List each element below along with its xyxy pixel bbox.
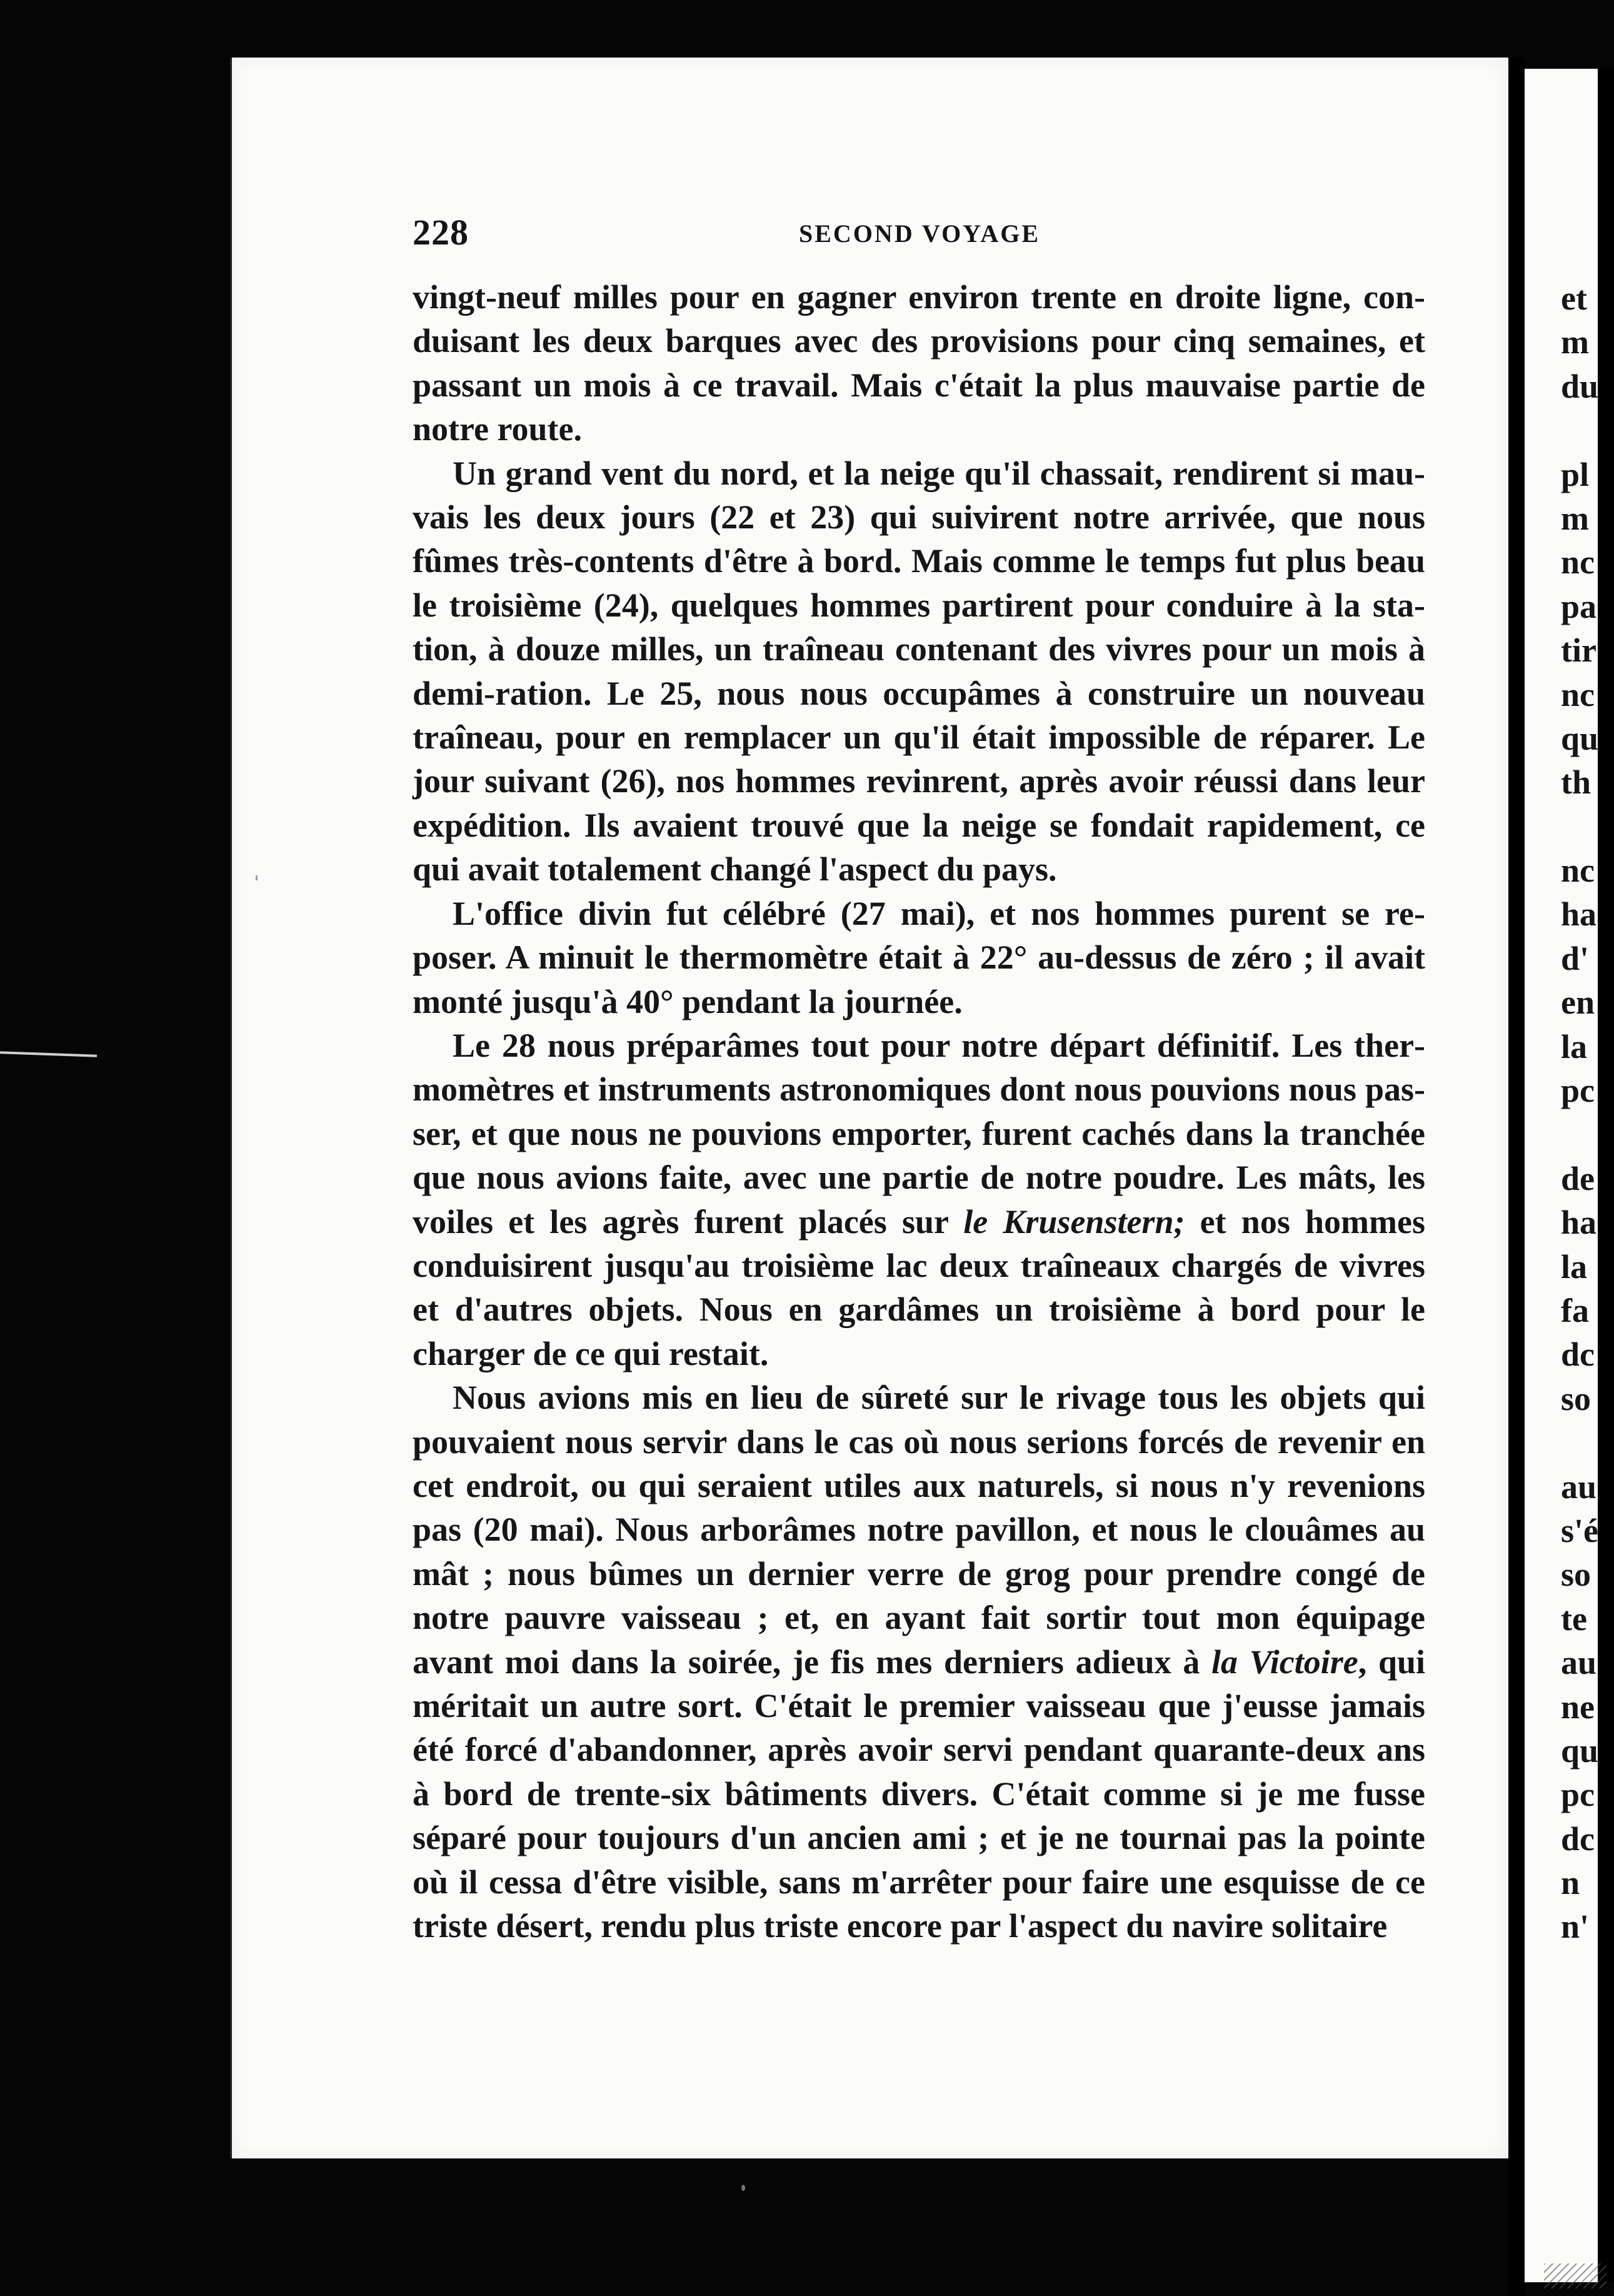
facing-page-fragment: pa <box>1561 587 1597 625</box>
facing-page-fragment: la <box>1561 1247 1588 1286</box>
facing-page-fragment: au <box>1561 1644 1597 1682</box>
facing-page-fragment: s'é <box>1561 1511 1598 1549</box>
facing-page-fragment: ha <box>1561 895 1597 934</box>
facing-page-fragment: nc <box>1561 543 1595 582</box>
facing-page-fragment: dc <box>1561 1820 1595 1858</box>
facing-page-fragment: qu <box>1561 719 1599 757</box>
facing-page-fragment: so <box>1561 1379 1591 1417</box>
page-number: 228 <box>413 212 469 253</box>
paragraph-1: vingt-neuf milles pour en gagner environ trente en droite ligne, conduisant les deux barques avec des provisions pour cinq semaines, et passant un mois à ce travail. Mais c'était la plus mauvaise partie de notre route. <box>413 278 1425 448</box>
scan-noise <box>1544 2263 1606 2288</box>
facing-page-fragment: la <box>1561 1027 1588 1065</box>
facing-page-fragment <box>1561 805 1614 848</box>
facing-page-fragment: so <box>1561 1556 1591 1594</box>
facing-page-fragment: m <box>1561 499 1589 537</box>
book-gutter <box>1508 58 1525 2296</box>
facing-page-fragment: nc <box>1561 852 1595 890</box>
facing-page-fragment <box>1561 1112 1614 1156</box>
facing-page-fragment: ne <box>1561 1688 1595 1726</box>
facing-page-text <box>1561 276 1614 1949</box>
facing-page-fragment: dc <box>1561 1336 1595 1374</box>
body-text <box>413 275 1425 1948</box>
facing-page-fragment: tir <box>1561 632 1596 670</box>
facing-page-fragment: ha <box>1561 1204 1597 1242</box>
facing-page-fragment: d' <box>1561 939 1590 977</box>
facing-page-fragment <box>1561 408 1614 452</box>
ship-name-krusenstern: le Krusenstern; <box>963 1202 1185 1241</box>
ship-name-victoire: la Victoire <box>1211 1643 1358 1681</box>
paragraph-4-text-b: et nos hommes conduisirent jusqu'au troisième lac deux traîneaux chargés de vivres et d'autres objets. Nous en gardâmes un troisième à bord pour le charger de ce qui restait. <box>413 1202 1426 1372</box>
facing-page-fragment: de <box>1561 1159 1595 1197</box>
paragraph-4-text-a: Le 28 nous préparâmes tout pour notre départ définitif. Les thermomètres et instruments astronomiques dont nous pouvions nous passer, et que nous ne pouvions emporter, furent cachés dans la tranchée que nous avions faite, avec une partie de notre poudre. Les mâts, les voiles et les agrès furent placés sur <box>413 1026 1425 1241</box>
paragraph-4 <box>413 1024 1425 1376</box>
facing-page-fragment: n' <box>1561 1908 1590 1946</box>
scan-speck <box>741 2185 745 2191</box>
facing-page-fragment: du <box>1561 367 1599 405</box>
facing-page-fragment: nc <box>1561 675 1595 713</box>
facing-page-fragment: et <box>1561 279 1587 317</box>
facing-page-fragment: n <box>1561 1864 1580 1902</box>
paragraph-3: L'office divin fut célébré (27 mai), et nos hommes purent se reposer. A minuit le thermomètre était à 22° au-dessus de zéro ; il avait monté jusqu'à 40° pendant la journée. <box>413 894 1425 1020</box>
paragraph-5-text-a: Nous avions mis en lieu de sûreté sur le rivage tous les objets qui pouvaient nous servir dans le cas où nous serions forcés de revenir en cet endroit, ou qui seraient utiles aux naturels, si nous n'y revenions pas (20 mai). Nous arborâmes notre pavillon, et nous le clouâmes au mât ; nous bûmes un dernier verre de grog pour prendre congé de notre pauvre vaisseau ; et, en ayant fait sortir tout mon équipage avant moi dans la soirée, je fis mes derniers adieux à <box>413 1379 1425 1681</box>
facing-page-fragment: au <box>1561 1468 1597 1506</box>
paragraph-5-text-b: , qui méritait un autre sort. C'était le premier vaisseau que j'eusse jamais été forcé d'abandonner, après avoir servi pendant quarante-deux ans à bord de trente-six bâtiments divers. C'était comme si je me fusse séparé pour toujours d'un ancien ami ; et je ne tournai pas la pointe où il cessa d'être visible, sans m'arrêter pour faire une esquisse de ce triste désert, rendu plus triste encore par l'aspect du navire solitaire <box>413 1643 1426 1945</box>
facing-page-fragment: qu <box>1561 1731 1599 1770</box>
facing-page-fragment: pc <box>1561 1776 1595 1814</box>
page-edge <box>230 58 232 2158</box>
facing-page-fragment: te <box>1561 1599 1587 1638</box>
running-title: SECOND VOYAGE <box>799 219 1041 248</box>
paragraph-2: Un grand vent du nord, et la neige qu'il chassait, rendirent si mauvais les deux jours (22 et 23) qui suivirent notre arrivée, que nous fûmes très-contents d'être à bord. Mais comme le temps fut plus beau le troisième (24), quelques hommes partirent pour conduire à la station, à douze milles, un traîneau contenant des vivres pour un mois à demi-ration. Le 25, nous nous occupâmes à construire un nouveau traîneau, pour en remplacer un qu'il était impossible de réparer. Le jour suivant (26), nos hommes revinrent, après avoir réussi dans leur expédition. Ils avaient trouvé que la neige se fondait rapidement, ce qui avait totalement changé l'aspect du pays. <box>413 454 1425 889</box>
facing-page-fragment: m <box>1561 323 1589 361</box>
facing-page-fragment <box>1561 1421 1614 1464</box>
paragraph-5 <box>413 1376 1425 1948</box>
facing-page-fragment: pl <box>1561 455 1590 493</box>
scan-speck <box>256 875 258 880</box>
facing-page-fragment: pc <box>1561 1072 1595 1110</box>
page-header <box>413 211 1425 261</box>
facing-page-fragment: th <box>1561 763 1591 802</box>
facing-page-fragment: en <box>1561 984 1595 1022</box>
facing-page-fragment: fa <box>1561 1291 1589 1329</box>
